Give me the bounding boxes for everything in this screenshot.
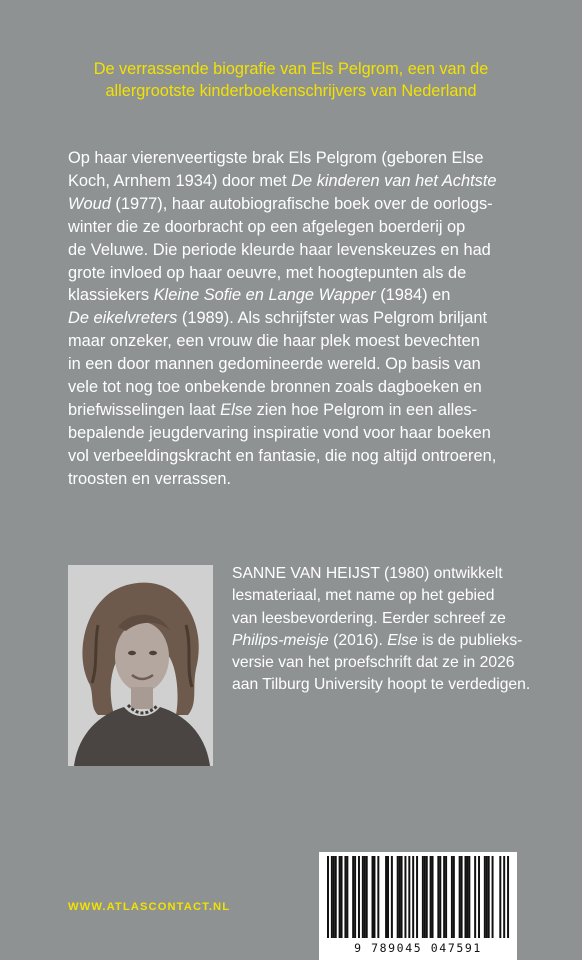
barcode-bar: [488, 856, 490, 938]
blurb-line: in een door mannen gedomineerde wereld. Op basis van: [68, 355, 481, 374]
barcode-bar: [464, 856, 466, 938]
barcode-bar: [362, 856, 364, 938]
tagline: [0, 58, 582, 102]
blurb-text: zien hoe Pelgrom in een alles-: [252, 400, 478, 419]
blurb-line: [68, 284, 538, 307]
book-title: De eikelvreters: [68, 309, 178, 328]
barcode-bar: [327, 856, 329, 938]
barcode-bar: [486, 856, 488, 938]
blurb-line: [68, 193, 538, 216]
barcode-bar: [468, 856, 470, 938]
barcode-bar: [439, 856, 441, 938]
blurb-text: klassiekers: [68, 286, 154, 305]
barcode-bar: [451, 856, 453, 938]
isbn-barcode: [319, 852, 517, 960]
blurb-line: bepalende jeugdervaring inspiratie vond voor haar boeken: [68, 423, 491, 442]
barcode-bar: [364, 856, 366, 938]
barcode-bar: [422, 856, 424, 938]
barcode-bar: [341, 856, 343, 938]
blurb-line: [68, 307, 538, 330]
barcode-bar: [372, 856, 374, 938]
blurb-text: briefwisselingen laat: [68, 400, 221, 419]
barcode-bar: [352, 856, 354, 938]
barcode-bar: [474, 856, 476, 938]
barcode-bar: [430, 856, 432, 938]
author-portrait-image: [68, 565, 213, 766]
bio-line: aan Tilburg University hoopt te verdedigen.: [232, 676, 531, 694]
barcode-bar: [484, 856, 486, 938]
barcode-bar: [344, 856, 346, 938]
book-blurb: [68, 147, 538, 491]
barcode-bar: [499, 856, 501, 938]
barcode-bar: [461, 856, 463, 938]
book-title: Woud: [68, 194, 111, 213]
barcode-bar: [492, 856, 494, 938]
barcode-bar: [331, 856, 333, 938]
barcode-bar: [333, 856, 335, 938]
barcode-bar: [358, 856, 360, 938]
blurb-text: (1984) en: [375, 286, 451, 305]
isbn-number: 9 789045 047591: [354, 941, 482, 955]
barcode-bar: [432, 856, 434, 938]
tagline-line: De verrassende biografie van Els Pelgrom, een van de: [93, 60, 489, 78]
barcode-bar: [373, 856, 375, 938]
blurb-text: Koch, Arnhem 1934) door met: [68, 171, 292, 190]
barcode-bar: [387, 856, 389, 938]
barcode-bar: [399, 856, 401, 938]
barcode-bar: [404, 856, 406, 938]
blurb-line: winter die ze doorbracht op een afgelegen boerderij op: [68, 217, 466, 236]
blurb-line: [68, 170, 538, 193]
bio-line: [232, 630, 552, 652]
barcode-bar: [478, 856, 480, 938]
barcode-bar: [503, 856, 505, 938]
barcode-bar: [391, 856, 393, 938]
bio-line: van leesbevordering. Eerder schreef ze: [232, 609, 506, 627]
bio-line: lesmateriaal, met name op het gebied: [232, 587, 495, 605]
barcode-bar: [412, 856, 414, 938]
author-bio: [232, 563, 552, 697]
blurb-line: vele tot nog toe onbekende bronnen zoals dagboeken en: [68, 378, 482, 397]
barcode-bar: [366, 856, 368, 938]
bio-line: SANNE VAN HEIJST (1980) ontwikkelt: [232, 565, 503, 582]
barcode-bar: [354, 856, 356, 938]
barcode-bar: [339, 856, 341, 938]
barcode-bar: [408, 856, 410, 938]
barcode-bar: [346, 856, 348, 938]
bio-text: is de publieks-: [417, 631, 523, 649]
blurb-text: (1989). Als schrijfster was Pelgrom briljant: [177, 309, 488, 328]
blurb-line: grote invloed op haar oeuvre, met hoogtepunten als de: [68, 263, 467, 282]
blurb-line: vol verbeeldingskracht en fantasie, die nog altijd ontroeren,: [68, 446, 497, 465]
blurb-text: (1977), haar autobiografische boek over de oorlogs-: [110, 194, 493, 213]
book-title: Else: [220, 400, 253, 419]
book-title: De kinderen van het Achtste: [291, 171, 497, 190]
barcode-bar: [437, 856, 439, 938]
book-title: Kleine Sofie en Lange Wapper: [153, 286, 376, 305]
barcode-bars: [319, 852, 517, 940]
barcode-bar: [377, 856, 379, 938]
blurb-line: troosten en verrassen.: [68, 469, 232, 488]
bio-text: (2016).: [328, 631, 388, 649]
barcode-bar: [466, 856, 468, 938]
barcode-bar: [459, 856, 461, 938]
barcode-bar: [445, 856, 447, 938]
bio-line: versie van het proefschrift dat ze in 2026: [232, 654, 515, 672]
barcode-bar: [443, 856, 445, 938]
blurb-line: [68, 399, 538, 422]
tagline-line: allergrootste kinderboekenschrijvers van Nederland: [105, 82, 477, 100]
barcode-bar: [424, 856, 426, 938]
barcode-bar: [397, 856, 399, 938]
barcode-bar: [385, 856, 387, 938]
book-title: Else: [387, 631, 418, 649]
book-title: Philips-meisje: [232, 631, 329, 649]
barcode-bar: [401, 856, 403, 938]
publisher-website: WWW.ATLASCONTACT.NL: [68, 901, 231, 913]
barcode-bar: [507, 856, 509, 938]
author-photo: [68, 565, 213, 766]
blurb-line: de Veluwe. Die periode kleurde haar levenskeuzes en had: [68, 240, 491, 259]
blurb-line: Op haar vierenveertigste brak Els Pelgrom (geboren Else: [68, 149, 484, 167]
barcode-bar: [426, 856, 428, 938]
barcode-bar: [453, 856, 455, 938]
blurb-line: maar onzeker, een vrouw die haar plek moest bevechten: [68, 332, 480, 351]
barcode-bar: [416, 856, 418, 938]
barcode-bar: [335, 856, 337, 938]
